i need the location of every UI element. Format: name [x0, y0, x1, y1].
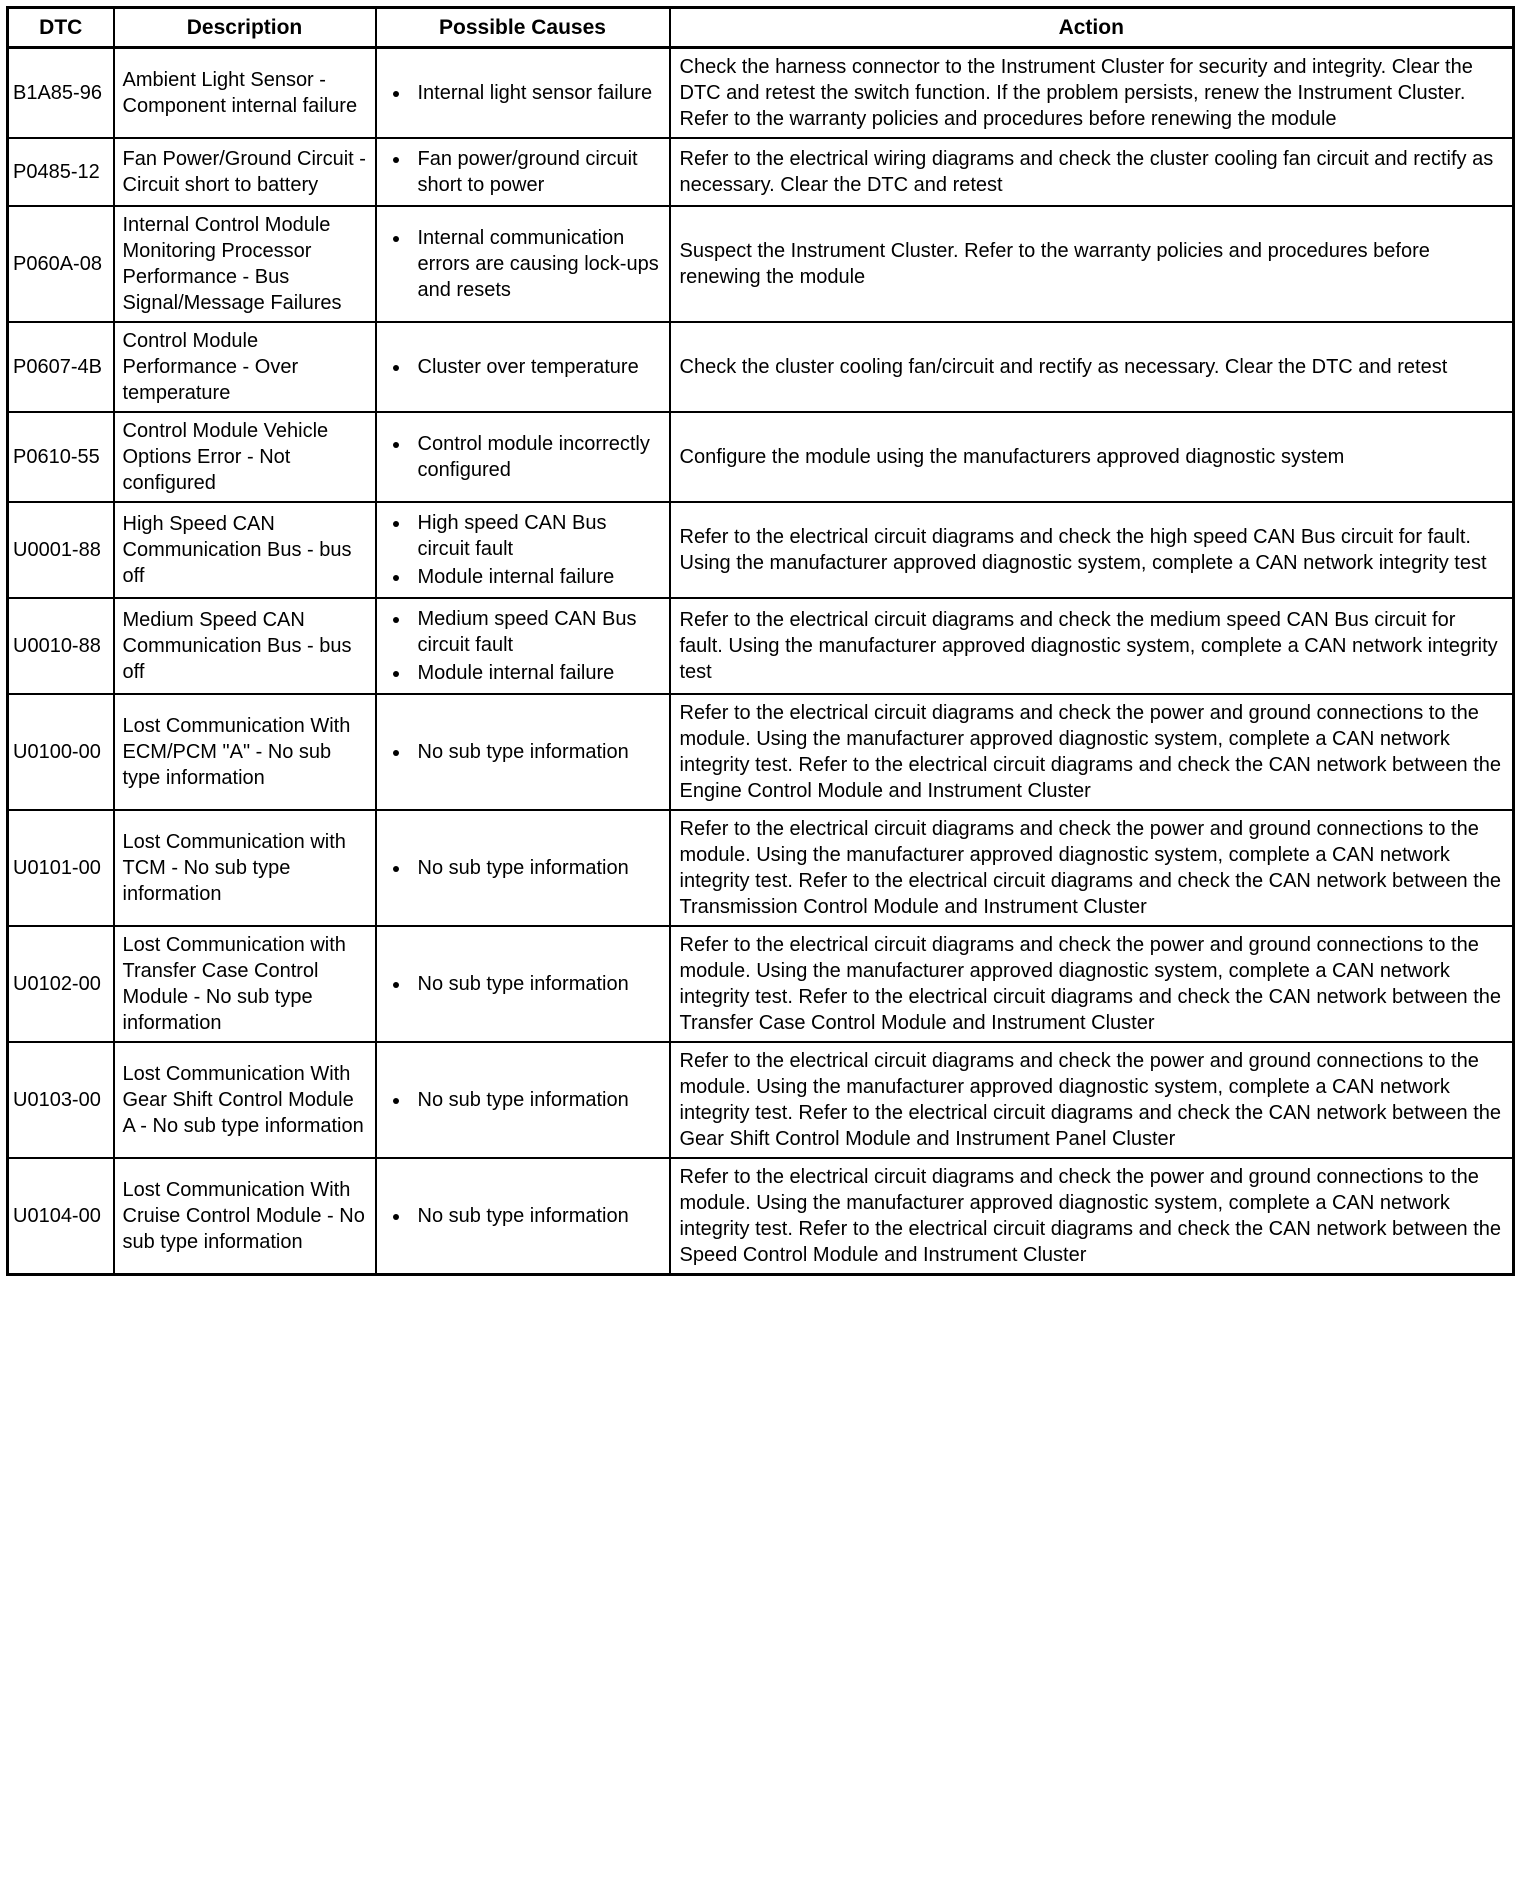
possible-causes-cell — [376, 1042, 670, 1158]
possible-cause-item: • No sub type information — [411, 855, 661, 881]
dtc-description: Lost Communication with Transfer Case Control Module - No sub type information — [114, 926, 376, 1042]
table-row — [8, 1042, 1514, 1158]
dtc-code: U0001-88 — [8, 502, 114, 598]
dtc-code: U0101-00 — [8, 810, 114, 926]
possible-cause-item: • Control module incorrectly configured — [411, 431, 661, 483]
dtc-description: Medium Speed CAN Communication Bus - bus off — [114, 598, 376, 694]
dtc-description: Lost Communication With Cruise Control Module - No sub type information — [114, 1158, 376, 1275]
possible-cause-item: • Internal light sensor failure — [411, 80, 661, 106]
possible-causes-cell — [376, 502, 670, 598]
possible-cause-item: • No sub type information — [411, 739, 661, 765]
dtc-description: Control Module Vehicle Options Error - Not configured — [114, 412, 376, 502]
possible-causes-list — [385, 225, 661, 303]
dtc-code: P0610-55 — [8, 412, 114, 502]
action-cell: Refer to the electrical circuit diagrams and check the power and ground connections to the module. Using the manufacturer approved diagnostic system, complete a CAN network integrity test. Refer to the electrical circuit diagrams and check the CAN network between the Engine Control Module and Instrument Cluster — [670, 694, 1514, 810]
dtc-code: U0100-00 — [8, 694, 114, 810]
possible-causes-cell — [376, 694, 670, 810]
dtc-code: U0103-00 — [8, 1042, 114, 1158]
dtc-table — [6, 6, 1515, 1276]
table-row — [8, 810, 1514, 926]
possible-causes-cell — [376, 598, 670, 694]
dtc-code: P0607-4B — [8, 322, 114, 412]
possible-cause-item: • Internal communication errors are causing lock-ups and resets — [411, 225, 661, 303]
possible-causes-list — [385, 606, 661, 686]
possible-causes-list — [385, 510, 661, 590]
dtc-description: Internal Control Module Monitoring Processor Performance - Bus Signal/Message Failures — [114, 206, 376, 322]
possible-causes-cell — [376, 926, 670, 1042]
table-row — [8, 502, 1514, 598]
action-cell: Refer to the electrical circuit diagrams and check the power and ground connections to the module. Using the manufacturer approved diagnostic system, complete a CAN network integrity test. Refer to the electrical circuit diagrams and check the CAN network between the Gear Shift Control Module and Instrument Panel Cluster — [670, 1042, 1514, 1158]
possible-cause-item: • Module internal failure — [411, 564, 661, 590]
possible-causes-list — [385, 739, 661, 765]
possible-cause-item: • High speed CAN Bus circuit fault — [411, 510, 661, 562]
action-cell: Suspect the Instrument Cluster. Refer to the warranty policies and procedures before renewing the module — [670, 206, 1514, 322]
action-cell: Refer to the electrical circuit diagrams and check the power and ground connections to the module. Using the manufacturer approved diagnostic system, complete a CAN network integrity test. Refer to the electrical circuit diagrams and check the CAN network between the Transmission Control Module and Instrument Cluster — [670, 810, 1514, 926]
possible-cause-item: • No sub type information — [411, 971, 661, 997]
action-cell: Refer to the electrical wiring diagrams and check the cluster cooling fan circuit and rectify as necessary. Clear the DTC and retest — [670, 138, 1514, 206]
possible-causes-list — [385, 354, 661, 380]
possible-causes-cell — [376, 138, 670, 206]
action-cell: Check the cluster cooling fan/circuit and rectify as necessary. Clear the DTC and retest — [670, 322, 1514, 412]
table-row — [8, 412, 1514, 502]
table-row — [8, 1158, 1514, 1275]
table-row — [8, 694, 1514, 810]
header-row — [8, 8, 1514, 48]
col-header-action: Action — [670, 8, 1514, 48]
col-header-dtc: DTC — [8, 8, 114, 48]
table-row — [8, 206, 1514, 322]
dtc-description: High Speed CAN Communication Bus - bus off — [114, 502, 376, 598]
possible-causes-cell — [376, 206, 670, 322]
possible-cause-item: • No sub type information — [411, 1087, 661, 1113]
possible-cause-item: • Module internal failure — [411, 660, 661, 686]
action-cell: Refer to the electrical circuit diagrams and check the medium speed CAN Bus circuit for fault. Using the manufacturer approved diagnostic system, complete a CAN network integrity test — [670, 598, 1514, 694]
possible-causes-list — [385, 1087, 661, 1113]
dtc-description: Lost Communication with TCM - No sub type information — [114, 810, 376, 926]
dtc-description: Ambient Light Sensor - Component internal failure — [114, 48, 376, 139]
possible-causes-cell — [376, 1158, 670, 1275]
dtc-code: U0102-00 — [8, 926, 114, 1042]
col-header-description: Description — [114, 8, 376, 48]
dtc-code: U0010-88 — [8, 598, 114, 694]
dtc-code: U0104-00 — [8, 1158, 114, 1275]
dtc-code: B1A85-96 — [8, 48, 114, 139]
possible-causes-cell — [376, 810, 670, 926]
possible-cause-item: • Cluster over temperature — [411, 354, 661, 380]
table-row — [8, 926, 1514, 1042]
dtc-description: Lost Communication With Gear Shift Control Module A - No sub type information — [114, 1042, 376, 1158]
possible-causes-list — [385, 80, 661, 106]
possible-causes-list — [385, 855, 661, 881]
table-row — [8, 138, 1514, 206]
possible-causes-list — [385, 146, 661, 198]
dtc-code: P0485-12 — [8, 138, 114, 206]
action-cell: Configure the module using the manufacturers approved diagnostic system — [670, 412, 1514, 502]
dtc-description: Fan Power/Ground Circuit - Circuit short to battery — [114, 138, 376, 206]
action-cell: Refer to the electrical circuit diagrams and check the power and ground connections to the module. Using the manufacturer approved diagnostic system, complete a CAN network integrity test. Refer to the electrical circuit diagrams and check the CAN network between the Transfer Case Control Module and Instrument Cluster — [670, 926, 1514, 1042]
possible-causes-cell — [376, 322, 670, 412]
possible-causes-cell — [376, 412, 670, 502]
table-header — [8, 8, 1514, 48]
col-header-possible-causes: Possible Causes — [376, 8, 670, 48]
dtc-description: Lost Communication With ECM/PCM "A" - No sub type information — [114, 694, 376, 810]
dtc-description: Control Module Performance - Over temperature — [114, 322, 376, 412]
action-cell: Refer to the electrical circuit diagrams and check the power and ground connections to the module. Using the manufacturer approved diagnostic system, complete a CAN network integrity test. Refer to the electrical circuit diagrams and check the CAN network between the Speed Control Module and Instrument Cluster — [670, 1158, 1514, 1275]
dtc-code: P060A-08 — [8, 206, 114, 322]
possible-causes-list — [385, 431, 661, 483]
action-cell: Check the harness connector to the Instrument Cluster for security and integrity. Clear the DTC and retest the switch function. If the problem persists, renew the Instrument Cluster. Refer to the warranty policies and procedures before renewing the module — [670, 48, 1514, 139]
possible-causes-list — [385, 971, 661, 997]
possible-cause-item: • Fan power/ground circuit short to power — [411, 146, 661, 198]
possible-causes-cell — [376, 48, 670, 139]
action-cell: Refer to the electrical circuit diagrams and check the high speed CAN Bus circuit for fault. Using the manufacturer approved diagnostic system, complete a CAN network integrity test — [670, 502, 1514, 598]
table-row — [8, 598, 1514, 694]
table-row — [8, 48, 1514, 139]
table-body — [8, 48, 1514, 1275]
possible-cause-item: • No sub type information — [411, 1203, 661, 1229]
possible-causes-list — [385, 1203, 661, 1229]
possible-cause-item: • Medium speed CAN Bus circuit fault — [411, 606, 661, 658]
table-row — [8, 322, 1514, 412]
